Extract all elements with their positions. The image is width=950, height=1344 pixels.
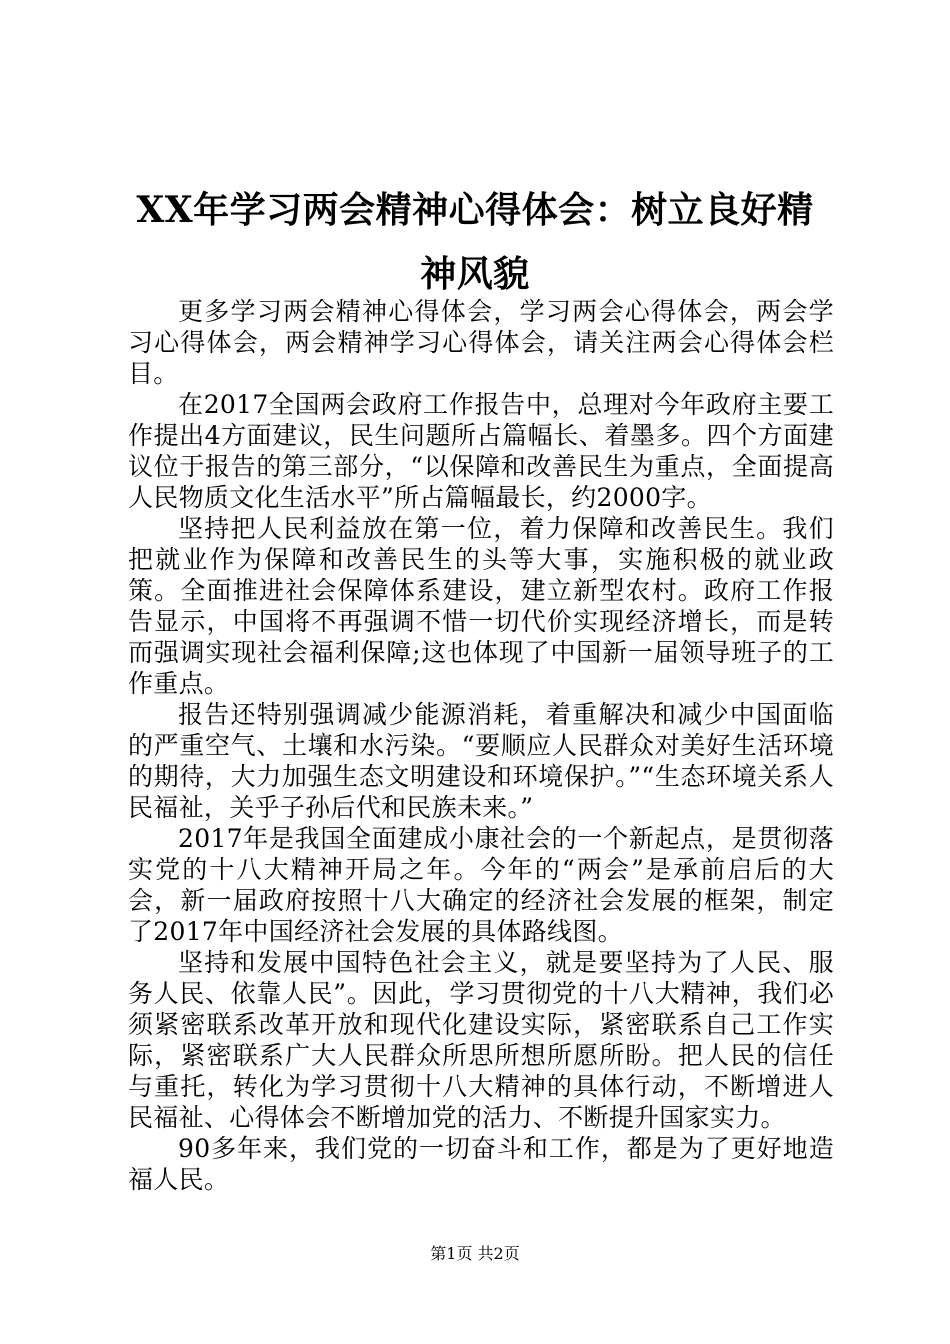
paragraph: 2017年是我国全面建成小康社会的一个新起点，是贯彻落实党的十八大精神开局之年。今年的“两会”是承前启后的大会，新一届政府按照十八大确定的经济社会发展的框架，制定了2017年中国经济社会发展的具体路线图。 — [128, 824, 834, 946]
document-title: XX年学习两会精神心得体会：树立良好精神风貌 — [136, 189, 814, 295]
paragraph: 坚持把人民利益放在第一位，着力保障和改善民生。我们把就业作为保障和改善民生的头等大事，实施积极的就业政策。全面推进社会保障体系建设，建立新型农村。政府工作报告显示，中国将不再强调不惜一切代价实现经济增长，而是转而强调实现社会福利保障;这也体现了中国新一届领导班子的工作重点。 — [128, 514, 834, 698]
paragraph: 在2017全国两会政府工作报告中，总理对今年政府主要工作提出4方面建议，民生问题所占篇幅长、着墨多。四个方面建议位于报告的第三部分，“以保障和改善民生为重点，全面提高人民物质文化生活水平”所占篇幅最长，约2000字。 — [128, 390, 834, 512]
document-body — [128, 296, 834, 1195]
paragraph: 坚持和发展中国特色社会主义，就是要坚持为了人民、服务人民、依靠人民”。因此，学习贯彻党的十八大精神，我们必须紧密联系改革开放和现代化建设实际，紧密联系自己工作实际，紧密联系广大人民群众所思所想所愿所盼。把人民的信任与重托，转化为学习贯彻十八大精神的具体行动，不断增进人民福祉、心得体会不断增加党的活力、不断提升国家实力。 — [128, 948, 834, 1132]
paragraph: 更多学习两会精神心得体会，学习两会心得体会，两会学习心得体会，两会精神学习心得体会，请关注两会心得体会栏目。 — [128, 297, 834, 388]
paragraph: 报告还特别强调减少能源消耗，着重解决和减少中国面临的严重空气、土壤和水污染。“要顺应人民群众对美好生活环境的期待，大力加强生态文明建设和环境保护。”“生态环境关系人民福祉，关乎子孙后代和民族未来。” — [128, 700, 834, 822]
paragraph: 90多年来，我们党的一切奋斗和工作，都是为了更好地造福人民。 — [128, 1134, 834, 1194]
page-number: 第1页 共2页 — [430, 1244, 520, 1263]
